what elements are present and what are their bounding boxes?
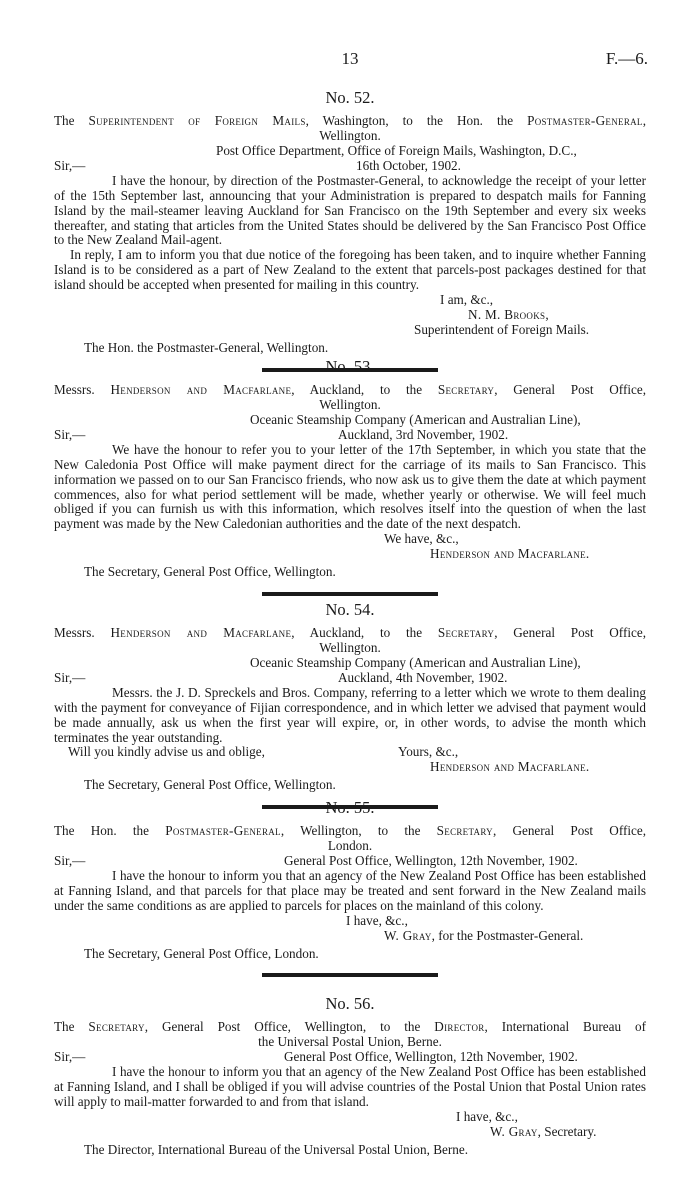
heading-mid: , Wellington, to the xyxy=(280,823,421,838)
salutation: Sir,— xyxy=(54,852,86,868)
origin: Post Office Department, Office of Foreign Mails, Washington, D.C., xyxy=(216,142,577,158)
salutation-line xyxy=(54,854,646,869)
letter-heading xyxy=(54,824,646,839)
closing-line xyxy=(54,914,646,929)
heading-recipient: Secretary xyxy=(436,823,493,838)
closing-line xyxy=(54,532,646,547)
origin: Oceanic Steamship Company (American and Australian Line), xyxy=(250,411,581,427)
letter-52 xyxy=(54,88,646,386)
signature-suffix: , for the Postmaster-General. xyxy=(431,927,584,943)
heading-end: , General Post Office, xyxy=(494,625,646,640)
closing: Yours, &c., xyxy=(398,744,459,760)
letter-number: No. 52. xyxy=(325,88,375,107)
closing-line xyxy=(54,745,646,760)
letter-number: No. 56. xyxy=(325,994,375,1013)
heading-end: , International Bureau of xyxy=(484,1019,646,1034)
signature-line xyxy=(54,929,646,944)
heading-line2: Wellington. xyxy=(319,396,381,412)
heading-end: , General Post Office, xyxy=(492,823,647,838)
report-reference: F.—6. xyxy=(605,49,648,68)
letter-heading xyxy=(54,1020,646,1035)
letter-56 xyxy=(54,994,646,1157)
letter-54 xyxy=(54,600,646,823)
salutation: Sir,— xyxy=(54,669,86,685)
heading-recipient: Secretary xyxy=(437,382,495,397)
heading-recipient: Secretary xyxy=(437,625,495,640)
heading-pre: Messrs. xyxy=(54,625,95,640)
heading-sender: Henderson and Macfarlane xyxy=(110,382,292,397)
letter-number: No. 53. xyxy=(325,357,375,376)
signature-name: W. Gray xyxy=(490,1123,538,1139)
heading-pre: Messrs. xyxy=(54,382,95,397)
addressee: The Hon. the Postmaster-General, Wellington. xyxy=(84,340,329,356)
signature-line xyxy=(54,547,646,562)
paragraph: I have the honour to inform you that an agency of the New Zealand Post Office has been established at Fanning Island, and I shall be obliged if you will advise countries of the Postal Union that Postal Union rates will apply to mail-matter forwarded to and from that island. xyxy=(54,1063,646,1109)
origin-line xyxy=(54,413,646,428)
paragraph: We have the honour to refer you to your letter of the 17th September, in which you state that the New Caledonia Post Office will make payment direct for the carriage of its mails to San Francisco. This information we passed on to our San Francisco friends, who now ask us to give them the date at which payment commences, also for what period settlement will be made, whether yearly or otherwise. We will feel much obliged if you can furnish us with this information, which resolves itself into the question of when the last payment was made by the New Caledonian authorities and the date of the next despatch. xyxy=(54,441,646,532)
signature-name: W. Gray xyxy=(384,927,432,943)
addressee: The Secretary, General Post Office, Wellington. xyxy=(84,564,336,580)
closing: I have, &c., xyxy=(346,912,408,928)
letter-heading xyxy=(54,626,646,641)
letter-date: General Post Office, Wellington, 12th November, 1902. xyxy=(284,1048,578,1064)
signature: Henderson and Macfarlane. xyxy=(430,546,590,562)
letter-53 xyxy=(54,357,646,610)
letter-date: 16th October, 1902. xyxy=(356,157,461,173)
origin: Oceanic Steamship Company (American and Australian Line), xyxy=(250,654,581,670)
signature-line xyxy=(54,760,646,775)
origin-line xyxy=(54,656,646,671)
signature-title-line xyxy=(54,323,646,338)
heading-recipient: Director xyxy=(434,1019,485,1034)
signature-line xyxy=(54,308,646,323)
salutation-line xyxy=(54,1050,646,1065)
heading-mid: , Auckland, to the xyxy=(291,382,423,397)
heading-sender: Postmaster-General xyxy=(165,823,281,838)
heading-end: , xyxy=(642,113,647,128)
letter-heading xyxy=(54,114,646,129)
letter-heading xyxy=(54,383,646,398)
letter-date: General Post Office, Wellington, 12th November, 1902. xyxy=(284,852,578,868)
heading-pre: The xyxy=(54,1019,75,1034)
salutation: Sir,— xyxy=(54,426,86,442)
signature-line xyxy=(54,1125,646,1140)
salutation: Sir,— xyxy=(54,157,86,173)
heading-mid: , General Post Office, Wellington, to the xyxy=(144,1019,421,1034)
signature-title: Superintendent of Foreign Mails. xyxy=(414,322,590,338)
paragraph: I have the honour to inform you that an agency of the New Zealand Post Office has been established at Fanning Island, and that parcels for that place may be treated and sent forward in the New Zealand mails under the same conditions as are applied to parcels for places on the mainland of this colony. xyxy=(54,867,646,913)
signature: Henderson and Macfarlane. xyxy=(430,759,590,775)
heading-sender: Superintendent of Foreign Mails xyxy=(88,113,306,128)
letter-date: Auckland, 4th November, 1902. xyxy=(338,669,508,685)
heading-pre: The Hon. the xyxy=(54,823,149,838)
salutation-line xyxy=(54,428,646,443)
addressee: The Director, International Bureau of the Universal Postal Union, Berne. xyxy=(84,1141,468,1157)
heading-line2: London. xyxy=(327,837,373,853)
section-divider xyxy=(262,973,438,977)
signature: N. M. Brooks, xyxy=(468,307,549,323)
heading-sender: Secretary xyxy=(88,1019,145,1034)
addressee: The Secretary, General Post Office, Wellington. xyxy=(84,777,336,793)
paragraph: Messrs. the J. D. Spreckels and Bros. Company, referring to a letter which we wrote to them dealing with the payment for conveyance of Fijian correspondence, and in which letter we advised that payment would be made annually, ask us when the first year will expire, or, in other words, to advise the month which terminates the year outstanding. xyxy=(54,684,646,745)
letter-55 xyxy=(54,798,646,991)
closing-line xyxy=(54,293,646,308)
closing: I have, &c., xyxy=(456,1108,518,1124)
origin-line xyxy=(54,144,646,159)
closing-line xyxy=(54,1110,646,1125)
closing: I am, &c., xyxy=(440,292,494,308)
heading-end: , General Post Office, xyxy=(494,382,646,397)
letter-number: No. 55. xyxy=(325,798,375,817)
addressee: The Secretary, General Post Office, London. xyxy=(84,945,319,961)
heading-line2: Wellington. xyxy=(319,639,381,655)
heading-pre: The xyxy=(54,113,75,128)
salutation: Sir,— xyxy=(54,1048,86,1064)
letter-number: No. 54. xyxy=(325,600,375,619)
page-number: 13 xyxy=(341,49,359,68)
closing: We have, &c., xyxy=(384,531,459,547)
signature-suffix: , Secretary. xyxy=(537,1123,597,1139)
heading-mid: , Washington, to the Hon. the xyxy=(305,113,514,128)
heading-mid: , Auckland, to the xyxy=(291,625,423,640)
letter-date: Auckland, 3rd November, 1902. xyxy=(338,426,509,442)
salutation-line xyxy=(54,671,646,686)
heading-line2: Wellington. xyxy=(319,127,381,143)
section-divider xyxy=(262,592,438,596)
heading-recipient: Postmaster-General xyxy=(527,113,643,128)
closing-prefix: Will you kindly advise us and oblige, xyxy=(68,744,265,760)
paragraph: I have the honour, by direction of the Postmaster-General, to acknowledge the receipt of your letter of the 15th September last, announcing that your Administration is prepared to despatch mails for Fanning Island by the mail-steamer leaving Auckland for San Francisco on the 19th September and every six weeks thereafter, and stating that articles from the United States should be delivered by the San Francisco Post Office to the New Zealand Mail-agent. xyxy=(54,172,646,248)
salutation-line xyxy=(54,159,646,174)
heading-sender: Henderson and Macfarlane xyxy=(110,625,292,640)
heading-line2: the Universal Postal Union, Berne. xyxy=(258,1033,442,1049)
paragraph: In reply, I am to inform you that due notice of the foregoing has been taken, and to inquire whether Fanning Island is to be considered as a part of New Zealand to the extent that parcels-post packages destined for that island should be accepted when presented for mailing in this country. xyxy=(54,247,646,293)
